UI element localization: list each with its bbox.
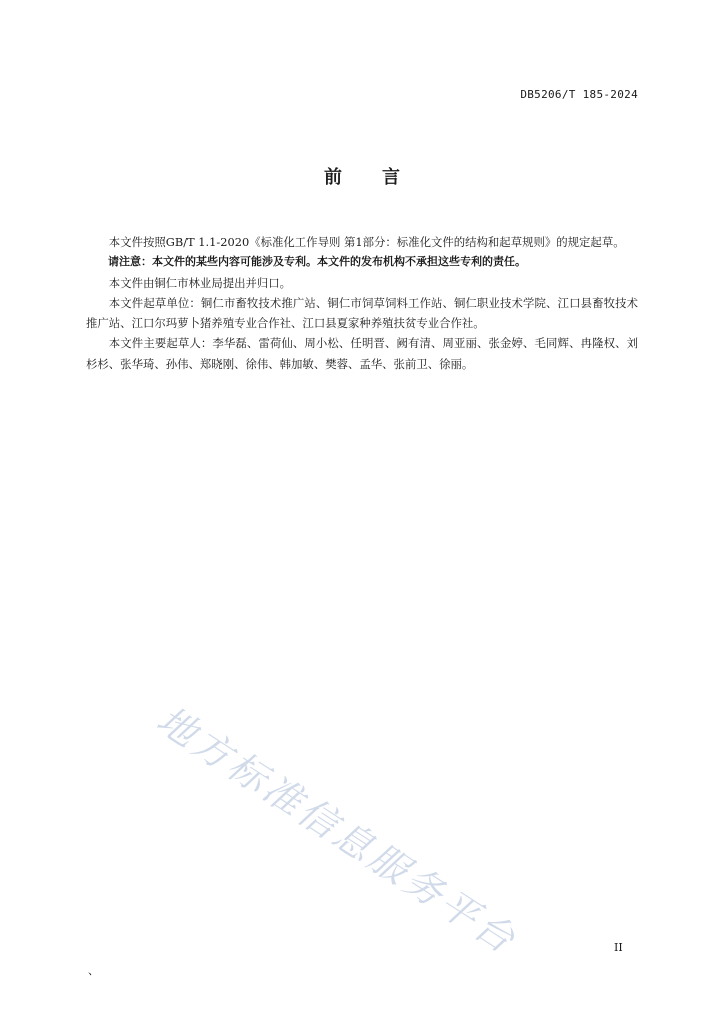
footer-mark: 、 [88,964,99,977]
page-title: 前言 [324,167,440,188]
paragraph-proposer: 本文件由铜仁市林业局提出并归口。 [108,275,292,290]
paragraph-drafting-units: 本文件起草单位：铜仁市畜牧技术推广站、铜仁市饲草饲料工作站、铜仁职业技术学院、江口县畜牧技术推广站、江口尔玛萝卜猪养殖专业合作社、江口县夏家种养殖扶贫专业合作社。 [86,295,638,331]
paragraph-drafters: 本文件主要起草人：李华磊、雷荷仙、周小松、任明晋、阙有清、周亚丽、张金婷、毛同辉、冉隆权、刘杉杉、张华琦、孙伟、郑晓刚、徐伟、韩加敏、樊蓉、孟华、张前卫、徐丽。 [86,336,638,371]
page-number: II [614,941,623,954]
paragraph-drafting-rule: 本文件按照GB/T 1.1-2020《标准化工作导则 第1部分：标准化文件的结构和起草规则》的规定起草。 [108,235,625,249]
watermark: 地方标准信息服务平台 [149,697,526,964]
document-code: DB5206/T 185-2024 [520,88,638,101]
document-body [86,232,638,374]
paragraph-patent-notice: 请注意：本文件的某些内容可能涉及专利。本文件的发布机构不承担这些专利的责任。 [108,255,526,269]
